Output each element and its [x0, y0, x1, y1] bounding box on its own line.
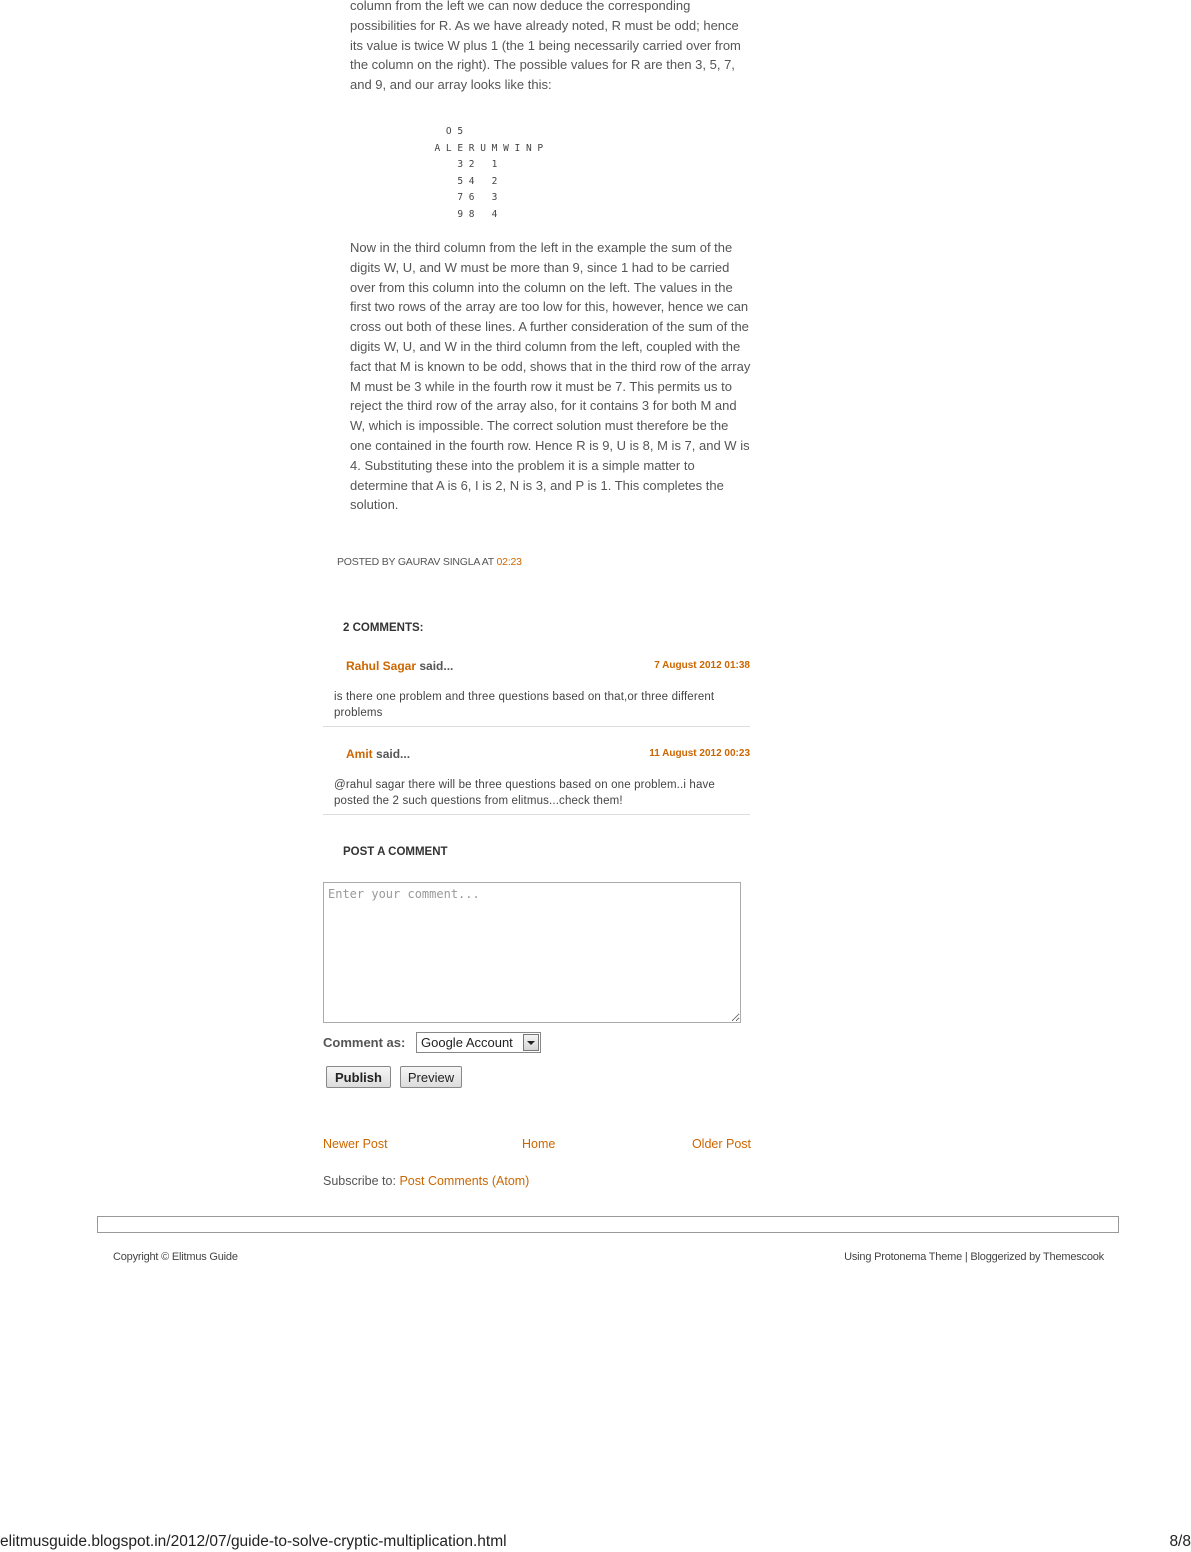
home-link[interactable]: Home — [522, 1137, 556, 1151]
comment-as-value: Google Account — [421, 1035, 513, 1050]
said-label: said... — [419, 659, 454, 673]
array-line: 7 6 3 — [423, 192, 498, 203]
comments-heading: 2 COMMENTS: — [343, 622, 424, 634]
newer-post-link[interactable]: Newer Post — [323, 1137, 388, 1151]
preview-button[interactable]: Preview — [400, 1066, 462, 1088]
comment-divider — [323, 814, 750, 815]
comment-textarea[interactable] — [323, 882, 741, 1023]
article-paragraph-1: column from the left we can now deduce the corresponding possibilities for R. As we have already noted, R must be odd; hence its value is twice W plus 1 (the 1 being necessarily carried over from the column on the right). The possible values for R are then 3, 5, 7, and 9, and our array looks like this: — [350, 0, 741, 93]
comment-body: is there one problem and three questions based on that,or three different problems — [334, 691, 715, 719]
array-line: 3 2 1 — [423, 159, 498, 170]
array-line: 9 8 4 — [423, 209, 498, 220]
copyright-text: Copyright © Elitmus Guide — [113, 1251, 238, 1263]
comment-author-link[interactable]: Amit — [346, 747, 373, 761]
comment-divider — [323, 726, 750, 727]
comment-header — [346, 747, 410, 761]
said-label: said... — [376, 747, 411, 761]
post-comment-heading: POST A COMMENT — [343, 846, 448, 858]
array-line: A L E R U M W I N P — [423, 143, 544, 154]
comment-as-label: Comment as: — [323, 1035, 406, 1050]
subscribe-line — [323, 1174, 529, 1188]
article-paragraph-2: Now in the third column from the left in the example the sum of the digits W, U, and W must be more than 9, since 1 had to be carried over from this column into the column on the left. The values in the first two rows of the array are too low for this, however, hence we can cross out both of these lines. A further consideration of the sum of the digits W, U, and W in the third column from the left, coupled with the fact that M is known to be odd, shows that in the third row of the array M must be 3 while in the fourth row it must be 7. This permits us to reject the third row of the array also, for it contains 3 for both M and W, which is impossible. The correct solution must therefore be the one contained in the fourth row. Hence R is 9, U is 8, M is 7, and W is 4. Substituting these into the problem it is a simple matter to determine that A is 6, I is 2, N is 3, and P is 1. This completes the solution. — [350, 240, 751, 513]
theme-credits: Using Protonema Theme | Bloggerized by Themescook — [844, 1251, 1104, 1263]
publish-button[interactable]: Publish — [326, 1066, 391, 1088]
comment-body: @rahul sagar there will be three questions based on one problem..i have posted the 2 such questions from elitmus...check them! — [334, 779, 715, 807]
comment-as-select[interactable] — [416, 1032, 541, 1053]
array-line: 5 4 2 — [423, 176, 498, 187]
comment-date-link[interactable]: 7 August 2012 01:38 — [654, 660, 750, 671]
print-page-number: 8/8 — [1169, 1533, 1191, 1550]
print-url: elitmusguide.blogspot.in/2012/07/guide-to-solve-cryptic-multiplication.html — [0, 1533, 507, 1550]
post-time-link[interactable]: 02:23 — [496, 556, 522, 568]
comment-author-link[interactable]: Rahul Sagar — [346, 659, 417, 673]
array-line: O 5 — [423, 126, 464, 137]
post-meta — [337, 556, 522, 568]
older-post-link[interactable]: Older Post — [691, 1137, 751, 1151]
subscribe-atom-link[interactable]: Post Comments (Atom) — [399, 1174, 530, 1188]
footer-bar — [97, 1216, 1119, 1233]
chevron-down-icon — [523, 1034, 539, 1051]
subscribe-label: Subscribe to: — [323, 1174, 396, 1188]
comment-date-link[interactable]: 11 August 2012 00:23 — [649, 748, 750, 759]
comment-header — [346, 659, 453, 673]
posted-by: POSTED BY GAURAV SINGLA AT — [337, 556, 494, 568]
